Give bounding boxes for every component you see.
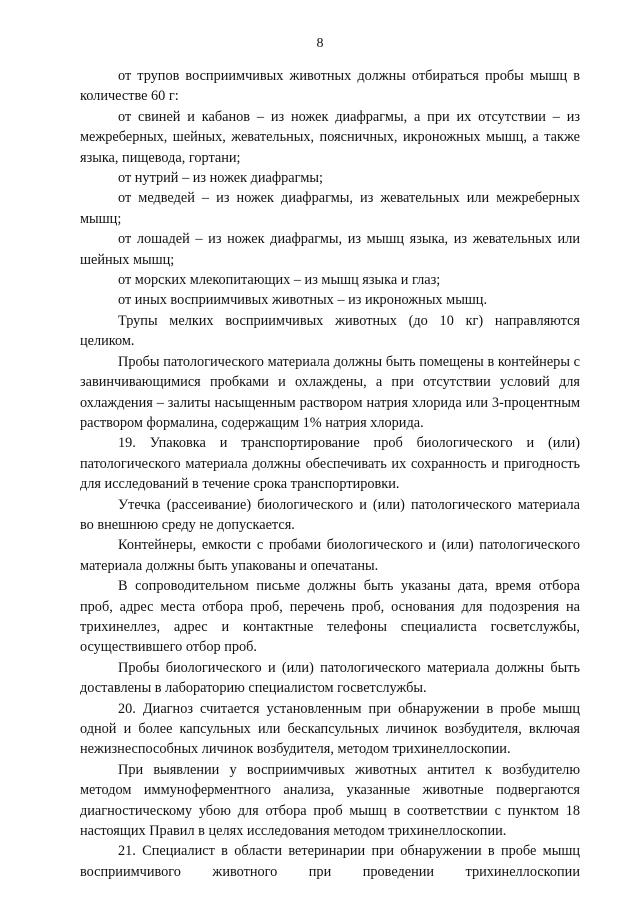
paragraph: В сопроводительном письме должны быть указаны дата, время отбора проб, адрес места отбора проб, перечень проб, основания для подозрения на трихинеллез, адрес и контактные телефоны специалиста госветслужбы, осуществившего отбор проб. [80, 578, 580, 656]
page-number: 8 [316, 36, 324, 51]
paragraph: Утечка (рассеивание) биологического и (или) патологического материала во внешнюю среду не допускается. [80, 496, 580, 533]
paragraph: от нутрий – из ножек диафрагмы; [118, 170, 323, 187]
paragraph: 21. Специалист в области ветеринарии при обнаружении в пробе мышц восприимчивого животного при проведении трихинеллоскопии [80, 843, 580, 880]
paragraph: Пробы патологического материала должны быть помещены в контейнеры с завинчивающимися пробками и охлаждены, а при отсутствии условий для охлаждения – залиты насыщенным раствором натрия хлорида или 3-процентным раствором формалина, содержащим 1% натрия хлорида. [80, 353, 580, 431]
document-body [80, 66, 580, 882]
paragraph: от морских млекопитающих – из мышц языка и глаз; [118, 272, 441, 289]
paragraph: от свиней и кабанов – из ножек диафрагмы, а при их отсутствии – из межреберных, шейных, жевательных, поясничных, икроножных мышц, а также языка, пищевода, гортани; [80, 108, 580, 166]
paragraph: от медведей – из ножек диафрагмы, из жевательных или межреберных мышц; [80, 190, 580, 227]
paragraph: от лошадей – из ножек диафрагмы, из мышц языка, из жевательных или шейных мышц; [80, 231, 580, 268]
paragraph: от иных восприимчивых животных – из икроножных мышц. [118, 292, 488, 309]
paragraph: Пробы биологического и (или) патологического материала должны быть доставлены в лабораторию специалистом госветслужбы. [80, 659, 580, 697]
paragraph: от трупов восприимчивых животных должны отбираться пробы мышц в количестве 60 г: [80, 68, 580, 105]
paragraph: 19. Упаковка и транспортирование проб биологического и (или) патологического материала должны обеспечивать их сохранность и пригодность для исследований в течение срока транспортировки. [80, 435, 580, 493]
paragraph: Трупы мелких восприимчивых животных (до 10 кг) направляются целиком. [80, 312, 580, 350]
paragraph: При выявлении у восприимчивых животных антител к возбудителю методом иммуноферментного анализа, указанные животные подвергаются диагностическому убою для отбора проб мышц в соответствии с пунктом 18 настоящих Правил в целях исследования методом трихинеллоскопии. [80, 761, 580, 840]
paragraph: Контейнеры, емкости с пробами биологического и (или) патологического материала должны быть упакованы и опечатаны. [80, 537, 580, 574]
paragraph: 20. Диагноз считается установленным при обнаружении в пробе мышц одной и более капсульных или бескапсульных личинок возбудителя, включая нежизнеспособных личинок возбудителя, методом трихинеллоскопии. [80, 700, 580, 758]
